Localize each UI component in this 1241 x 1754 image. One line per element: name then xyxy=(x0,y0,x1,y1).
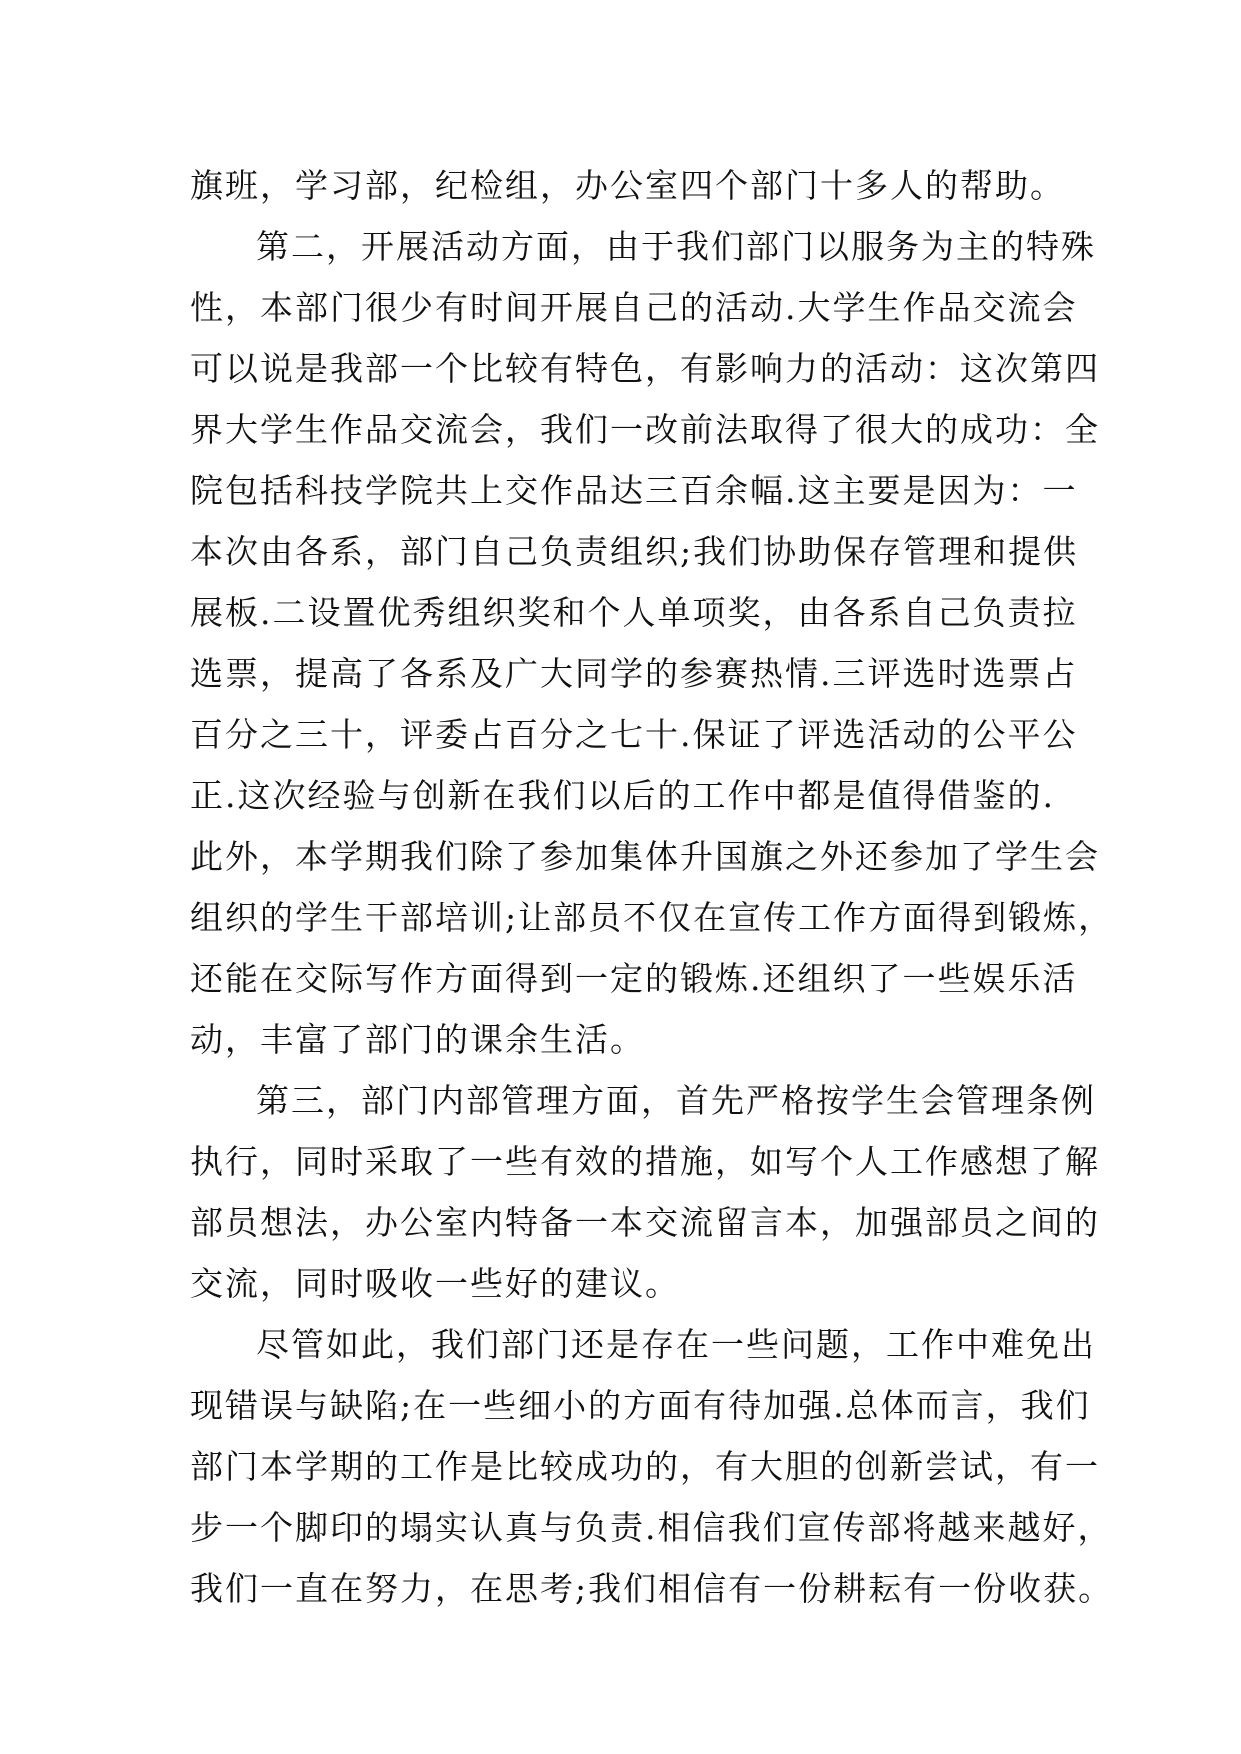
paragraph-line: 组织的学生干部培训;让部员不仅在宣传工作方面得到锻炼， xyxy=(190,898,1114,937)
paragraph-line: 部员想法，办公室内特备一本交流留言本，加强部员之间的 xyxy=(190,1203,1100,1242)
paragraph-line: 第三，部门内部管理方面，首先严格按学生会管理条例 xyxy=(256,1081,1096,1120)
paragraph-line: 现错误与缺陷;在一些细小的方面有待加强.总体而言，我们 xyxy=(190,1386,1091,1425)
paragraph-line: 第二，开展活动方面，由于我们部门以服务为主的特殊 xyxy=(256,227,1096,266)
paragraph-line: 执行，同时采取了一些有效的措施，如写个人工作感想了解 xyxy=(190,1142,1100,1181)
paragraph-line: 部门本学期的工作是比较成功的，有大胆的创新尝试，有一 xyxy=(190,1447,1100,1486)
document-body xyxy=(190,155,1114,1619)
paragraph-line: 百分之三十，评委占百分之七十.保证了评选活动的公平公 xyxy=(190,715,1078,754)
paragraph-2 xyxy=(190,216,1114,1070)
paragraph-4 xyxy=(190,1314,1114,1619)
paragraph-3 xyxy=(190,1070,1100,1314)
paragraph-line: 本次由各系，部门自己负责组织;我们协助保存管理和提供 xyxy=(190,532,1079,571)
paragraph-line: 院包括科技学院共上交作品达三百余幅.这主要是因为：一 xyxy=(190,471,1078,510)
paragraph-line: 动，丰富了部门的课余生活。 xyxy=(190,1020,645,1059)
paragraph-line: 交流，同时吸收一些好的建议。 xyxy=(190,1264,680,1303)
paragraph-line: 选票，提高了各系及广大同学的参赛热情.三评选时选票占 xyxy=(190,654,1078,693)
paragraph-line: 旗班，学习部，纪检组，办公室四个部门十多人的帮助。 xyxy=(190,166,1065,205)
paragraph-line: 我们一直在努力，在思考;我们相信有一份耕耘有一份收获。 xyxy=(190,1569,1114,1608)
paragraph-line: 正.这次经验与创新在我们以后的工作中都是值得借鉴的. xyxy=(190,776,1055,815)
paragraph-line: 展板.二设置优秀组织奖和个人单项奖，由各系自己负责拉 xyxy=(190,593,1078,632)
paragraph-line: 可以说是我部一个比较有特色，有影响力的活动：这次第四 xyxy=(190,349,1100,388)
paragraph-line: 界大学生作品交流会，我们一改前法取得了很大的成功：全 xyxy=(190,410,1100,449)
paragraph-line: 性，本部门很少有时间开展自己的活动.大学生作品交流会 xyxy=(190,288,1078,327)
paragraph-1 xyxy=(190,155,1070,216)
paragraph-line: 步一个脚印的塌实认真与负责.相信我们宣传部将越来越好， xyxy=(190,1508,1113,1547)
paragraph-line: 还能在交际写作方面得到一定的锻炼.还组织了一些娱乐活 xyxy=(190,959,1078,998)
paragraph-line: 尽管如此，我们部门还是存在一些问题，工作中难免出 xyxy=(256,1325,1096,1364)
paragraph-line: 此外，本学期我们除了参加集体升国旗之外还参加了学生会 xyxy=(190,837,1100,876)
